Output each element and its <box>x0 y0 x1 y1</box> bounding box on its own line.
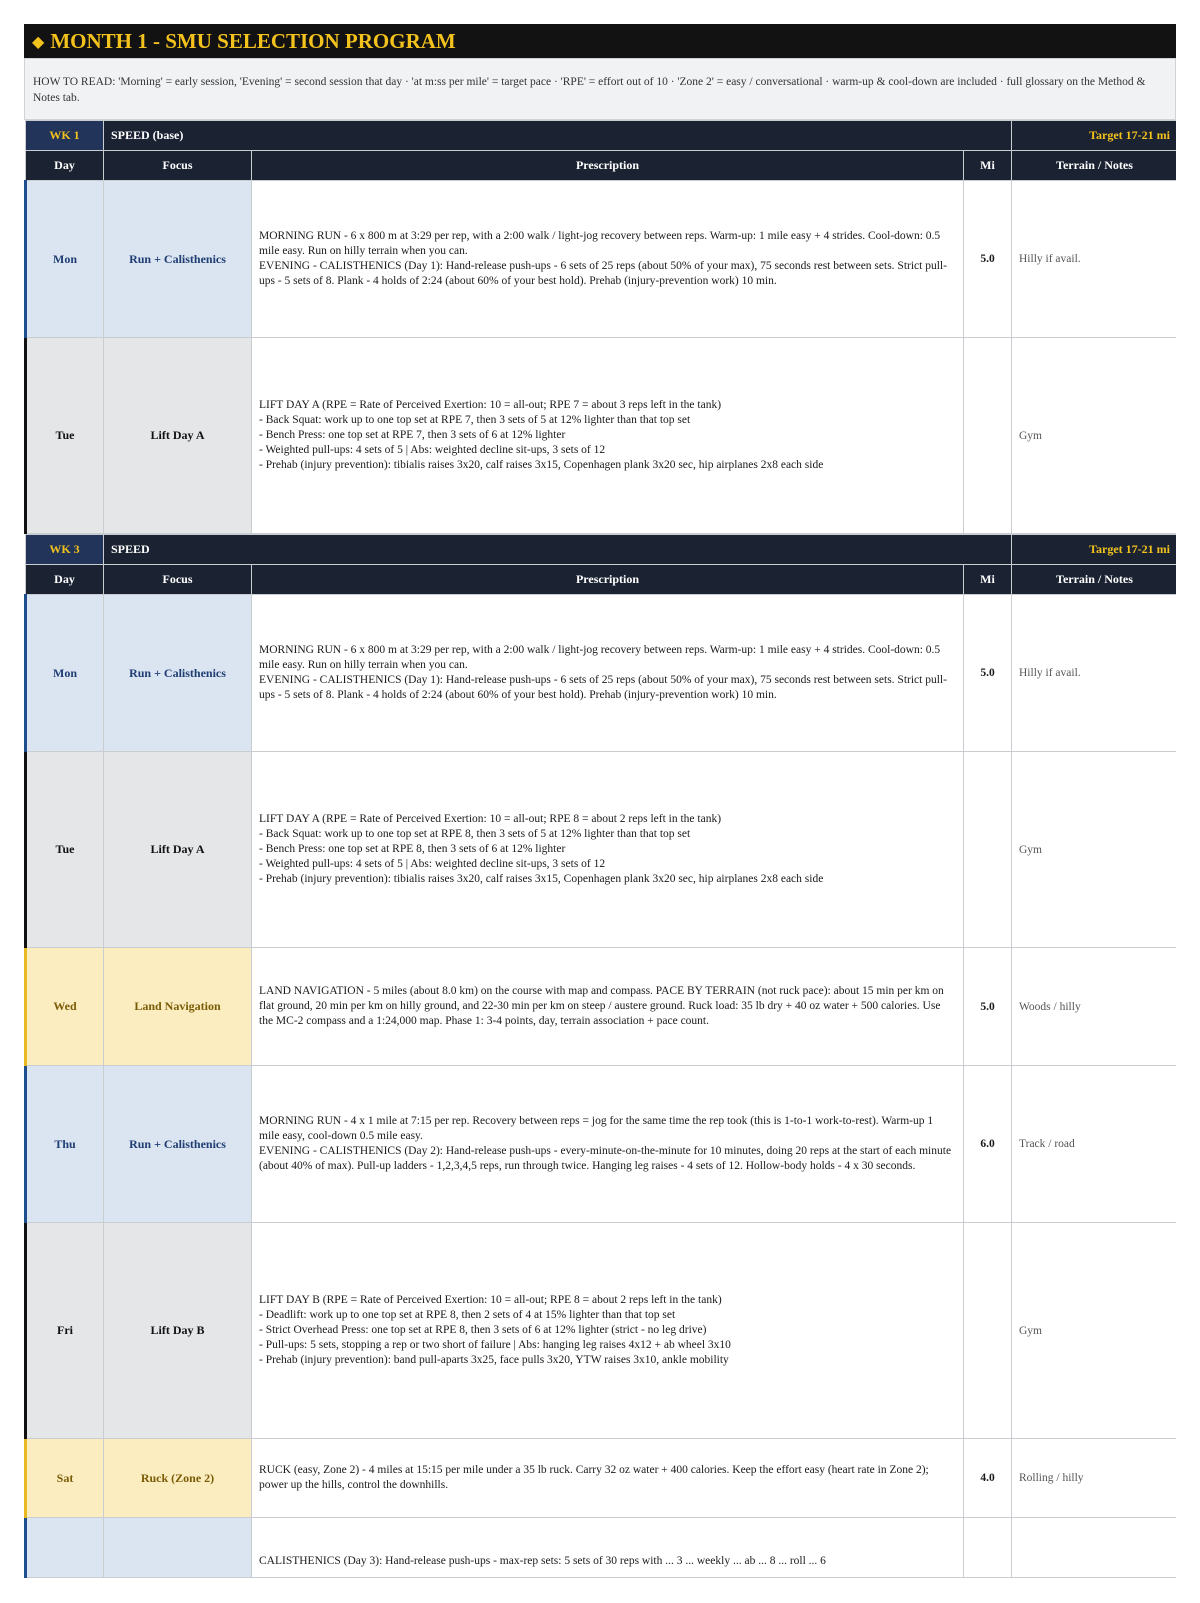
week-phase: SPEED <box>104 535 1012 565</box>
day-cell: Mon <box>26 181 104 338</box>
schedule-sheet <box>24 24 1176 1591</box>
week-header-row <box>26 535 1177 565</box>
focus-cell: Ruck (Zone 2) <box>104 1439 252 1518</box>
focus-cell: Lift Day B <box>104 1223 252 1439</box>
focus-cell: Land Navigation <box>104 948 252 1066</box>
table-row <box>26 1223 1177 1439</box>
focus-cell: Run + Calisthenics <box>104 595 252 752</box>
miles-cell: 5.0 <box>964 595 1012 752</box>
column-header-row <box>26 151 1177 181</box>
day-cell: Sat <box>26 1439 104 1518</box>
notes-cell: Hilly if avail. <box>1012 181 1177 338</box>
table-row <box>26 752 1177 948</box>
day-cell <box>26 1518 104 1578</box>
table-row <box>26 181 1177 338</box>
column-header-row <box>26 565 1177 595</box>
prescription-cell: MORNING RUN - 6 x 800 m at 3:29 per rep, with a 2:00 walk / light-jog recovery between reps. Warm-up: 1 mile easy + 4 strides. Cool-down: 0.5 mile easy. Run on hilly terrain when you can. EVENING - CALISTHENICS (Day 1): Hand-release push-ups - 6 sets of 25 reps (about 50% of your max), 75 seconds rest between sets. Strict pull-ups - 5 sets of 8. Plank - 4 holds of 2:24 (about 60% of your best hold). Prehab (injury-prevention work) 10 min. <box>252 181 964 338</box>
prescription-cell: MORNING RUN - 6 x 800 m at 3:29 per rep, with a 2:00 walk / light-jog recovery between reps. Warm-up: 1 mile easy + 4 strides. Cool-down: 0.5 mile easy. Run on hilly terrain when you can. EVENING - CALISTHENICS (Day 1): Hand-release push-ups - 6 sets of 25 reps (about 50% of your max), 75 seconds rest between sets. Strict pull-ups - 5 sets of 8. Plank - 4 holds of 2:24 (about 60% of your best hold). Prehab (injury-prevention work) 10 min. <box>252 595 964 752</box>
prescription-cell: MORNING RUN - 4 x 1 mile at 7:15 per rep. Recovery between reps = jog for the same time the rep took (this is 1-to-1 work-to-rest). Warm-up 1 mile easy, cool-down 0.5 mile easy. EVENING - CALISTHENICS (Day 2): Hand-release push-ups - every-minute-on-the-minute for 10 minutes, doing 20 reps at the start of each minute (about 40% of max). Pull-up ladders - 1,2,3,4,5 reps, run through twice. Hanging leg raises - 4 sets of 12. Hollow-body holds - 4 x 30 seconds. <box>252 1066 964 1223</box>
notes-cell: Gym <box>1012 338 1177 534</box>
col-header-mi: Mi <box>964 565 1012 595</box>
col-header-day: Day <box>26 151 104 181</box>
day-cell: Tue <box>26 338 104 534</box>
miles-cell: 5.0 <box>964 948 1012 1066</box>
week-label: WK 3 <box>26 535 104 565</box>
col-header-mi: Mi <box>964 151 1012 181</box>
focus-cell <box>104 1518 252 1578</box>
day-cell: Fri <box>26 1223 104 1439</box>
how-to-read-note: HOW TO READ: 'Morning' = early session, 'Evening' = second session that day · 'at m:ss per mile' = target pace · 'RPE' = effort out of 10 · 'Zone 2' = easy / conversational · warm-up & cool-down are included · full glossary on the Method & Notes tab. <box>24 58 1176 120</box>
title-bar <box>24 24 1176 58</box>
prescription-cell: LIFT DAY B (RPE = Rate of Perceived Exertion: 10 = all-out; RPE 8 = about 2 reps left in the tank) - Deadlift: work up to one top set at RPE 8, then 2 sets of 4 at 15% lighter than that top set - Strict Overhead Press: one top set at RPE 8, then 3 sets of 6 at 12% lighter (strict - no leg drive) - Pull-ups: 5 sets, stopping a rep or two short of failure | Abs: hanging leg raises 4x12 + ab wheel 3x10 - Prehab (injury prevention): band pull-aparts 3x25, face pulls 3x20, YTW raises 3x10, ankle mobility <box>252 1223 964 1439</box>
week-header-row <box>26 121 1177 151</box>
diamond-icon: ◆ <box>32 31 45 51</box>
table-row <box>26 1066 1177 1223</box>
notes-cell: Hilly if avail. <box>1012 595 1177 752</box>
miles-cell: 6.0 <box>964 1066 1012 1223</box>
notes-cell: Woods / hilly <box>1012 948 1177 1066</box>
col-header-focus: Focus <box>104 151 252 181</box>
col-header-day: Day <box>26 565 104 595</box>
col-header-notes: Terrain / Notes <box>1012 151 1177 181</box>
col-header-notes: Terrain / Notes <box>1012 565 1177 595</box>
day-cell: Thu <box>26 1066 104 1223</box>
notes-cell: Gym <box>1012 752 1177 948</box>
table-row <box>26 595 1177 752</box>
week-3-table <box>24 534 1176 1578</box>
table-row <box>26 1439 1177 1518</box>
miles-cell <box>964 752 1012 948</box>
focus-cell: Run + Calisthenics <box>104 181 252 338</box>
prescription-cell: LAND NAVIGATION - 5 miles (about 8.0 km) on the course with map and compass. PACE BY TERRAIN (not ruck pace): about 15 min per km on flat ground, 20 min per km on hilly ground, and 22-30 min per km on steep / austere ground. Ruck load: 35 lb dry + 40 oz water + 500 calories. Use the MC-2 compass and a 1:24,000 map. Phase 1: 3-4 points, day, terrain association + pace count. <box>252 948 964 1066</box>
week-label: WK 1 <box>26 121 104 151</box>
day-cell: Wed <box>26 948 104 1066</box>
table-row <box>26 948 1177 1066</box>
page-title: MONTH 1 - SMU SELECTION PROGRAM <box>50 28 456 53</box>
focus-cell: Lift Day A <box>104 338 252 534</box>
prescription-cell: LIFT DAY A (RPE = Rate of Perceived Exertion: 10 = all-out; RPE 7 = about 3 reps left in the tank) - Back Squat: work up to one top set at RPE 7, then 3 sets of 5 at 12% lighter than that top set - Bench Press: one top set at RPE 7, then 3 sets of 6 at 12% lighter - Weighted pull-ups: 4 sets of 5 | Abs: weighted decline sit-ups, 3 sets of 12 - Prehab (injury prevention): tibialis raises 3x20, calf raises 3x15, Copenhagen plank 3x20 sec, hip airplanes 2x8 each side <box>252 338 964 534</box>
miles-cell: 5.0 <box>964 181 1012 338</box>
week-1-table <box>24 120 1176 534</box>
col-header-focus: Focus <box>104 565 252 595</box>
table-row <box>26 1518 1177 1578</box>
notes-cell: Rolling / hilly <box>1012 1439 1177 1518</box>
col-header-prescription: Prescription <box>252 565 964 595</box>
miles-cell <box>964 1223 1012 1439</box>
day-cell: Tue <box>26 752 104 948</box>
prescription-cell: LIFT DAY A (RPE = Rate of Perceived Exertion: 10 = all-out; RPE 8 = about 2 reps left in the tank) - Back Squat: work up to one top set at RPE 8, then 3 sets of 5 at 12% lighter than that top set - Bench Press: one top set at RPE 8, then 3 sets of 6 at 12% lighter - Weighted pull-ups: 4 sets of 5 | Abs: weighted decline sit-ups, 3 sets of 12 - Prehab (injury prevention): tibialis raises 3x20, calf raises 3x15, Copenhagen plank 3x20 sec, hip airplanes 2x8 each side <box>252 752 964 948</box>
focus-cell: Run + Calisthenics <box>104 1066 252 1223</box>
miles-cell: 4.0 <box>964 1439 1012 1518</box>
notes-cell: Gym <box>1012 1223 1177 1439</box>
week-phase: SPEED (base) <box>104 121 1012 151</box>
prescription-cell: CALISTHENICS (Day 3): Hand-release push-ups - max-rep sets: 5 sets of 30 reps with ... 3 ... weekly ... ab ... 8 ... roll ... 6 <box>252 1518 964 1578</box>
notes-cell: Track / road <box>1012 1066 1177 1223</box>
week-target: Target 17-21 mi <box>1012 121 1177 151</box>
col-header-prescription: Prescription <box>252 151 964 181</box>
table-row <box>26 338 1177 534</box>
week-target: Target 17-21 mi <box>1012 535 1177 565</box>
day-cell: Mon <box>26 595 104 752</box>
notes-cell <box>1012 1518 1177 1578</box>
miles-cell <box>964 1518 1012 1578</box>
focus-cell: Lift Day A <box>104 752 252 948</box>
prescription-cell: RUCK (easy, Zone 2) - 4 miles at 15:15 per mile under a 35 lb ruck. Carry 32 oz water + 400 calories. Keep the effort easy (heart rate in Zone 2); power up the hills, control the downhills. <box>252 1439 964 1518</box>
miles-cell <box>964 338 1012 534</box>
